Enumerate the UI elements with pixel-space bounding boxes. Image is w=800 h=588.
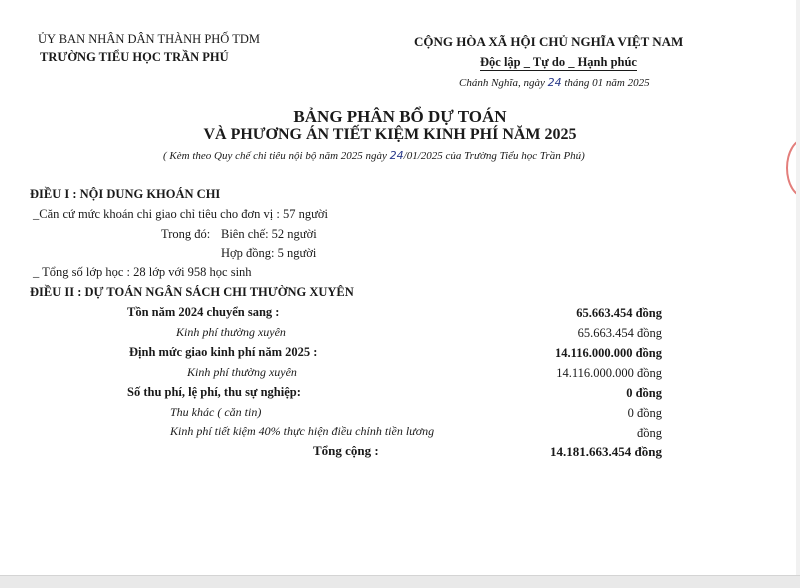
document-subtitle [163, 149, 585, 162]
subtitle-prefix: ( Kèm theo Quy chế chi tiêu nội bộ năm 2025 ngày [163, 150, 387, 162]
budget-row-label: Kinh phí tiết kiệm 40% thực hiện điều chỉnh tiền lương [170, 424, 435, 438]
contract-staff: Hợp đồng: 5 người [221, 246, 317, 260]
subtitle-day-handwritten: 24 [389, 149, 404, 162]
budget-row-value: 14.116.000.000 đồng [555, 346, 662, 360]
document-title-line2: VÀ PHƯƠNG ÁN TIẾT KIỆM KINH PHÍ NĂM 2025 [203, 126, 577, 143]
issuer-authority: ỦY BAN NHÂN DÂN THÀNH PHỐ TDM [38, 32, 260, 46]
subtitle-suffix: /01/2025 của Trường Tiểu học Trần Phú) [403, 150, 585, 162]
issue-date-suffix: tháng 01 năm 2025 [564, 77, 650, 89]
budget-row-label: Số thu phí, lệ phí, thu sự nghiệp: [127, 385, 301, 399]
budget-row-label: Tồn năm 2024 chuyển sang : [127, 305, 280, 319]
school-name: TRƯỜNG TIỂU HỌC TRẦN PHÚ [40, 50, 229, 64]
issue-date-day-handwritten: 24 [547, 76, 562, 89]
issue-date-prefix: Chánh Nghĩa, ngày [459, 77, 545, 89]
section2-heading: ĐIỀU II : DỰ TOÁN NGÂN SÁCH CHI THƯỜNG XUYÊN [30, 285, 354, 299]
budget-row-value: 0 đồng [626, 386, 662, 400]
page-edge [796, 0, 800, 587]
section1-heading: ĐIỀU I : NỘI DUNG KHOÁN CHI [30, 187, 221, 201]
staff-quota-line: _Căn cứ mức khoán chi giao chỉ tiêu cho đơn vị : 57 người [33, 207, 328, 221]
classes-line: _ Tổng số lớp học : 28 lớp với 958 học sinh [33, 265, 252, 279]
national-title: CỘNG HÒA XÃ HỘI CHỦ NGHĨA VIỆT NAM [414, 34, 684, 49]
budget-row-label: Định mức giao kinh phí năm 2025 : [129, 345, 318, 359]
scan-footer-band [0, 575, 800, 588]
total-value: 14.181.663.454 đồng [550, 444, 662, 459]
budget-row-value: 0 đồng [627, 406, 662, 420]
staff-breakdown-label: Trong đó: [161, 227, 211, 241]
budget-row-value: đồng [637, 426, 662, 440]
budget-row-label: Kinh phí thường xuyên [187, 365, 297, 379]
budget-row-label: Kinh phí thường xuyên [176, 325, 286, 339]
permanent-staff: Biên chế: 52 người [221, 227, 317, 241]
national-motto: Độc lập _ Tự do _ Hạnh phúc [480, 55, 637, 69]
document-title: BẢNG PHÂN BỔ DỰ TOÁN [293, 107, 507, 126]
total-label: Tổng cộng : [313, 443, 379, 458]
budget-row-label: Thu khác ( căn tin) [170, 405, 262, 419]
budget-row-value: 65.663.454 đồng [577, 326, 662, 340]
issue-date [459, 76, 650, 89]
budget-row-value: 14.116.000.000 đồng [556, 366, 662, 380]
budget-row-value: 65.663.454 đồng [576, 306, 662, 320]
